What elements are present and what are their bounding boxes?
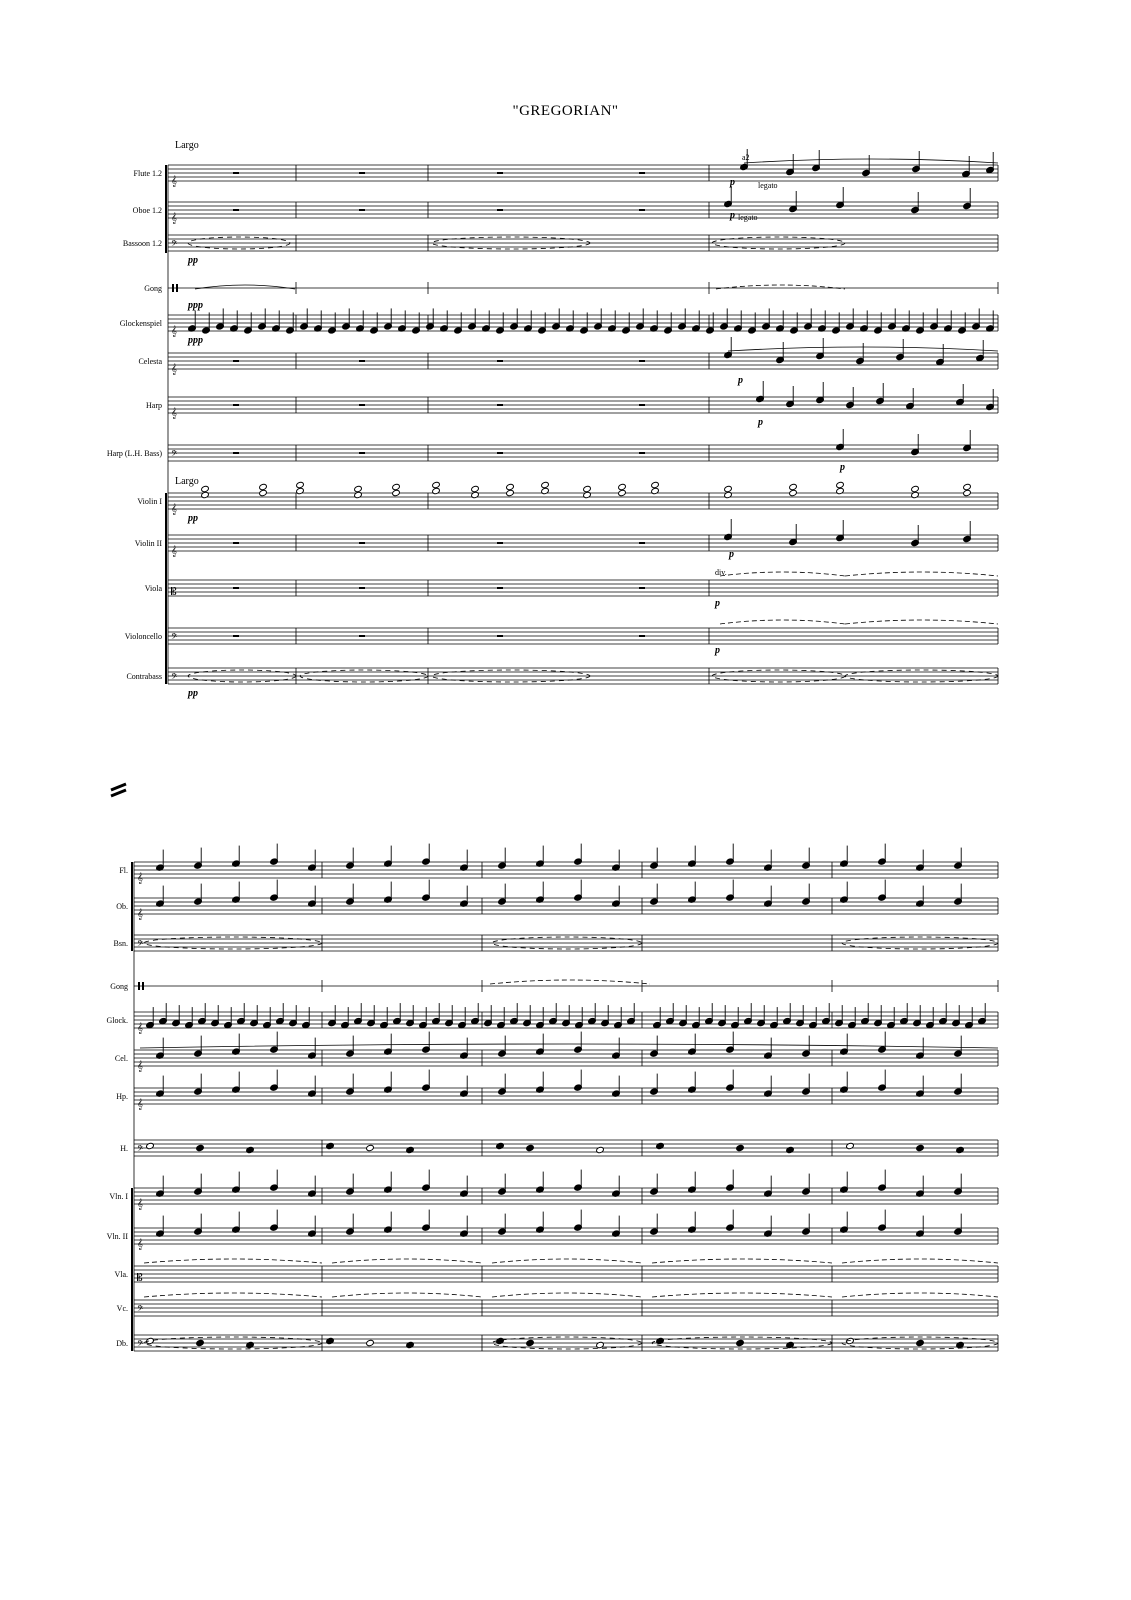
instrument-label: Vln. II [106, 1232, 128, 1241]
tie [845, 572, 998, 576]
staff [168, 397, 998, 413]
tie [195, 285, 295, 289]
staff [134, 862, 998, 878]
notehead [196, 1339, 205, 1346]
tie [140, 1044, 998, 1048]
notehead [201, 485, 210, 492]
dynamic-marking: p [715, 645, 720, 656]
tie [332, 1293, 482, 1297]
treble-clef-icon: 𝄞 [137, 1023, 143, 1034]
percussion-clef-icon [176, 284, 178, 292]
tie [144, 1259, 322, 1263]
notehead [296, 487, 305, 494]
instrument-label: Harp (L.H. Bass) [106, 449, 162, 458]
notehead [406, 1146, 415, 1153]
notehead [432, 487, 441, 494]
treble-clef-icon: 𝄞 [171, 364, 177, 375]
whole-rest [497, 542, 503, 544]
legato-marking: legato [758, 181, 778, 190]
a2-marking: a2 [742, 153, 750, 162]
instrument-label: Db. [116, 1339, 128, 1348]
notehead [259, 483, 268, 490]
whole-rest [359, 635, 365, 637]
instrument-label: Hp. [116, 1092, 128, 1101]
notehead [196, 1144, 205, 1151]
whole-rest [497, 404, 503, 406]
notehead [326, 1142, 335, 1149]
staff [134, 1140, 998, 1156]
notehead [541, 481, 550, 488]
instrument-label: Vla. [114, 1270, 128, 1279]
whole-rest [497, 452, 503, 454]
staff [134, 898, 998, 914]
bass-clef-icon: 𝄢 [137, 940, 144, 951]
notehead [526, 1339, 535, 1346]
whole-rest [639, 635, 645, 637]
treble-clef-icon: 𝄞 [137, 1239, 143, 1250]
whole-rest [233, 404, 239, 406]
instrument-label: Bsn. [113, 939, 128, 948]
treble-clef-icon: 𝄞 [171, 326, 177, 337]
whole-rest [359, 172, 365, 174]
treble-clef-icon: 𝄞 [137, 1061, 143, 1072]
notehead [146, 1142, 155, 1149]
notehead [656, 1337, 665, 1344]
tempo-marking: Largo [175, 476, 199, 487]
notehead [354, 491, 363, 498]
instrument-label: Fl. [119, 866, 128, 875]
notehead [596, 1146, 605, 1153]
instrument-label: Vln. I [109, 1192, 128, 1201]
notehead [651, 487, 660, 494]
notehead [354, 485, 363, 492]
staff [168, 580, 998, 596]
staff [168, 535, 998, 551]
treble-clef-icon: 𝄞 [171, 546, 177, 557]
whole-rest [233, 635, 239, 637]
instrument-label: Gong [144, 284, 162, 293]
notehead [846, 1142, 855, 1149]
tie [744, 159, 998, 163]
treble-clef-icon: 𝄞 [171, 176, 177, 187]
notehead [146, 1337, 155, 1344]
instrument-label: Viola [144, 584, 162, 593]
tie [720, 572, 845, 576]
percussion-clef-icon [142, 982, 144, 990]
legato-marking: legato [738, 213, 758, 222]
treble-clef-icon: 𝄞 [137, 909, 143, 920]
bass-clef-icon: 𝄢 [171, 633, 178, 644]
staff [168, 668, 998, 684]
notehead [471, 491, 480, 498]
staff [168, 202, 998, 218]
treble-clef-icon: 𝄞 [137, 1199, 143, 1210]
notehead [246, 1341, 255, 1348]
notehead [789, 489, 798, 496]
staff [134, 1300, 998, 1316]
tie [845, 620, 998, 624]
treble-clef-icon: 𝄞 [137, 873, 143, 884]
instrument-label: Ob. [116, 902, 128, 911]
system-1 [107, 140, 998, 699]
tie [332, 1259, 482, 1263]
staff [168, 165, 998, 181]
instrument-label: Flute 1.2 [133, 169, 162, 178]
treble-clef-icon: 𝄞 [171, 213, 177, 224]
dynamic-marking: p [730, 177, 735, 188]
score-title: "GREGORIAN" [512, 103, 619, 119]
staff [168, 445, 998, 461]
whole-rest [359, 587, 365, 589]
instrument-label: Glockenspiel [119, 319, 162, 328]
whole-rest [639, 452, 645, 454]
notehead [618, 489, 627, 496]
instrument-label: Gong [110, 982, 128, 991]
tie [492, 1293, 642, 1297]
dynamic-marking: pp [188, 255, 198, 266]
bass-clef-icon: 𝄢 [171, 450, 178, 461]
whole-rest [233, 209, 239, 211]
whole-rest [233, 587, 239, 589]
dynamic-marking: ppp [188, 335, 203, 346]
notehead [911, 491, 920, 498]
notehead [963, 489, 972, 496]
tie [490, 980, 650, 984]
system-2 [106, 844, 998, 1351]
dynamic-marking: p [840, 462, 845, 473]
instrument-label: Violoncello [124, 632, 162, 641]
alto-clef-icon: 𝄡 [171, 587, 177, 598]
bass-clef-icon: 𝄢 [171, 240, 178, 251]
tempo-marking: Largo [175, 140, 199, 151]
whole-rest [497, 172, 503, 174]
notehead [296, 481, 305, 488]
dynamic-marking: p [738, 375, 743, 386]
treble-clef-icon: 𝄞 [171, 504, 177, 515]
notehead [506, 483, 515, 490]
whole-rest [639, 587, 645, 589]
notehead [496, 1142, 505, 1149]
notehead [366, 1144, 375, 1151]
bass-clef-icon: 𝄢 [137, 1145, 144, 1156]
notehead [836, 481, 845, 488]
treble-clef-icon: 𝄞 [137, 1099, 143, 1110]
notehead [651, 481, 660, 488]
instrument-label: Violin I [137, 497, 162, 506]
tie [842, 1259, 998, 1263]
notehead [836, 487, 845, 494]
notehead [724, 485, 733, 492]
tie [652, 1293, 832, 1297]
instrument-label: Contrabass [126, 672, 162, 681]
notehead [366, 1339, 375, 1346]
notehead [506, 489, 515, 496]
instrument-label: Vc. [116, 1304, 128, 1313]
whole-rest [233, 360, 239, 362]
notehead [201, 491, 210, 498]
whole-rest [639, 404, 645, 406]
bass-clef-icon: 𝄢 [171, 673, 178, 684]
whole-rest [359, 360, 365, 362]
instrument-label: Oboe 1.2 [132, 206, 162, 215]
whole-rest [359, 209, 365, 211]
notehead [583, 485, 592, 492]
staff [134, 1266, 998, 1282]
whole-rest [359, 404, 365, 406]
notehead [326, 1337, 335, 1344]
whole-rest [497, 587, 503, 589]
notehead [406, 1341, 415, 1348]
instrument-label: Harp [146, 401, 162, 410]
whole-rest [497, 360, 503, 362]
dynamic-marking: pp [188, 513, 198, 524]
dynamic-marking: p [729, 549, 734, 560]
notehead [392, 483, 401, 490]
dynamic-marking: pp [188, 688, 198, 699]
tie [842, 1293, 998, 1297]
tie [492, 1259, 642, 1263]
whole-rest [639, 172, 645, 174]
notehead [956, 1146, 965, 1153]
notehead [596, 1341, 605, 1348]
tie [652, 1259, 832, 1263]
notehead [956, 1341, 965, 1348]
treble-clef-icon: 𝄞 [171, 408, 177, 419]
notehead [246, 1146, 255, 1153]
bass-clef-icon: 𝄢 [137, 1340, 144, 1351]
notehead [911, 485, 920, 492]
whole-rest [359, 542, 365, 544]
notehead [736, 1339, 745, 1346]
staff [168, 628, 998, 644]
tie [720, 620, 845, 624]
instrument-label: Glock. [106, 1016, 128, 1025]
instrument-label: Violin II [134, 539, 162, 548]
notehead [583, 491, 592, 498]
staff [134, 1188, 998, 1204]
notehead [786, 1146, 795, 1153]
dynamic-marking: p [758, 417, 763, 428]
system-separator [111, 784, 126, 796]
whole-rest [497, 635, 503, 637]
notehead [724, 491, 733, 498]
staff [134, 1088, 998, 1104]
notehead [259, 489, 268, 496]
whole-rest [639, 360, 645, 362]
notehead [526, 1144, 535, 1151]
whole-rest [639, 542, 645, 544]
instrument-label: H. [120, 1144, 128, 1153]
instrument-label: Bassoon 1.2 [122, 239, 162, 248]
alto-clef-icon: 𝄡 [137, 1273, 143, 1284]
notehead [916, 1144, 925, 1151]
notehead [736, 1144, 745, 1151]
whole-rest [233, 452, 239, 454]
whole-rest [359, 452, 365, 454]
notehead [656, 1142, 665, 1149]
whole-rest [233, 542, 239, 544]
notehead [916, 1339, 925, 1346]
whole-rest [233, 172, 239, 174]
div-marking: div. [715, 568, 727, 577]
percussion-clef-icon [138, 982, 140, 990]
bass-clef-icon: 𝄢 [137, 1305, 144, 1316]
notehead [789, 483, 798, 490]
tie [144, 1293, 322, 1297]
notehead [471, 485, 480, 492]
staff [134, 1050, 998, 1066]
whole-rest [639, 209, 645, 211]
instrument-label: Celesta [138, 357, 162, 366]
staff [168, 235, 998, 251]
dynamic-marking: p [730, 210, 735, 221]
notehead [618, 483, 627, 490]
notehead [432, 481, 441, 488]
percussion-clef-icon [172, 284, 174, 292]
notehead [541, 487, 550, 494]
staff [168, 353, 998, 369]
dynamic-marking: ppp [188, 300, 203, 311]
dynamic-marking: p [715, 598, 720, 609]
notehead [392, 489, 401, 496]
instrument-label: Cel. [114, 1054, 128, 1063]
whole-rest [497, 209, 503, 211]
staff [134, 1228, 998, 1244]
tie [716, 285, 845, 289]
notehead [963, 483, 972, 490]
